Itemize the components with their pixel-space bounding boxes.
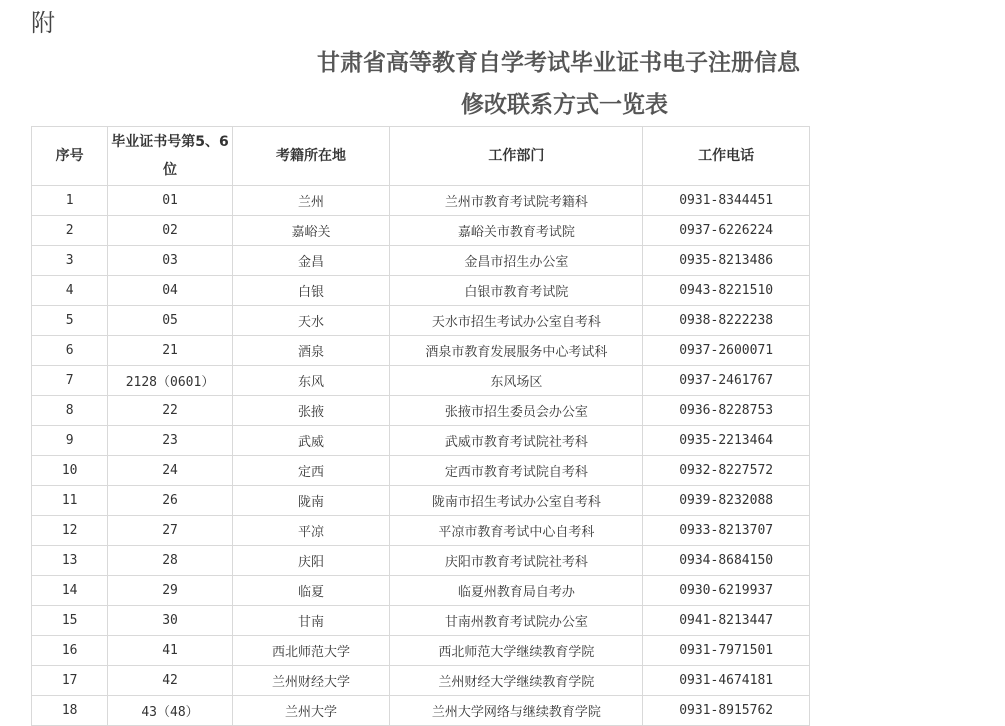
table-row [32,666,810,696]
contact-table [31,126,810,726]
row-index: 1 [32,186,108,216]
row-location: 西北师范大学 [232,636,390,666]
row-index: 11 [32,486,108,516]
row-phone: 0939-8232088 [643,486,810,516]
row-department: 天水市招生考试办公室自考科 [390,306,643,336]
row-department: 东风场区 [390,366,643,396]
row-cert-digits: 03 [108,246,232,276]
row-location: 兰州财经大学 [232,666,390,696]
row-index: 16 [32,636,108,666]
row-location: 陇南 [232,486,390,516]
row-cert-digits: 23 [108,426,232,456]
row-phone: 0934-8684150 [643,546,810,576]
table-body [32,186,810,726]
row-location: 兰州 [232,186,390,216]
row-cert-digits: 21 [108,336,232,366]
table-row [32,426,810,456]
row-department: 白银市教育考试院 [390,276,643,306]
row-department: 兰州大学网络与继续教育学院 [390,696,643,726]
row-index: 3 [32,246,108,276]
row-department: 嘉峪关市教育考试院 [390,216,643,246]
row-department: 陇南市招生考试办公室自考科 [390,486,643,516]
row-cert-digits: 22 [108,396,232,426]
row-index: 4 [32,276,108,306]
row-index: 12 [32,516,108,546]
row-cert-digits: 2128（0601） [108,366,232,396]
row-index: 13 [32,546,108,576]
row-cert-digits: 26 [108,486,232,516]
row-department: 庆阳市教育考试院社考科 [390,546,643,576]
row-phone: 0935-8213486 [643,246,810,276]
row-department: 兰州财经大学继续教育学院 [390,666,643,696]
row-location: 兰州大学 [232,696,390,726]
header-index: 序号 [32,127,108,186]
row-phone: 0938-8222238 [643,306,810,336]
row-location: 金昌 [232,246,390,276]
table-row [32,456,810,486]
row-index: 5 [32,306,108,336]
table-row [32,186,810,216]
row-department: 临夏州教育局自考办 [390,576,643,606]
row-location: 白银 [232,276,390,306]
row-location: 东风 [232,366,390,396]
row-index: 7 [32,366,108,396]
row-department: 西北师范大学继续教育学院 [390,636,643,666]
table-row [32,366,810,396]
header-phone: 工作电话 [643,127,810,186]
row-phone: 0941-8213447 [643,606,810,636]
table-row [32,246,810,276]
row-cert-digits: 27 [108,516,232,546]
row-department: 金昌市招生办公室 [390,246,643,276]
row-cert-digits: 42 [108,666,232,696]
row-cert-digits: 29 [108,576,232,606]
row-cert-digits: 28 [108,546,232,576]
row-department: 定西市教育考试院自考科 [390,456,643,486]
row-index: 9 [32,426,108,456]
row-location: 嘉峪关 [232,216,390,246]
appendix-label: 附 [31,9,55,37]
row-index: 2 [32,216,108,246]
row-department: 武威市教育考试院社考科 [390,426,643,456]
row-index: 10 [32,456,108,486]
row-location: 庆阳 [232,546,390,576]
row-cert-digits: 41 [108,636,232,666]
table-header-row [32,127,810,186]
table-row [32,576,810,606]
row-location: 天水 [232,306,390,336]
row-phone: 0937-6226224 [643,216,810,246]
table-row [32,336,810,366]
document-title-line-1: 甘肃省高等教育自学考试毕业证书电子注册信息 [317,49,800,76]
row-phone: 0943-8221510 [643,276,810,306]
row-location: 张掖 [232,396,390,426]
row-phone: 0932-8227572 [643,456,810,486]
table-row [32,696,810,726]
row-location: 平凉 [232,516,390,546]
row-phone: 0931-8915762 [643,696,810,726]
row-location: 甘南 [232,606,390,636]
row-department: 酒泉市教育发展服务中心考试科 [390,336,643,366]
row-phone: 0930-6219937 [643,576,810,606]
row-department: 兰州市教育考试院考籍科 [390,186,643,216]
table-row [32,546,810,576]
row-department: 平凉市教育考试中心自考科 [390,516,643,546]
table-row [32,396,810,426]
row-location: 定西 [232,456,390,486]
table-row [32,516,810,546]
row-index: 14 [32,576,108,606]
row-cert-digits: 04 [108,276,232,306]
row-department: 甘南州教育考试院办公室 [390,606,643,636]
row-phone: 0936-8228753 [643,396,810,426]
row-phone: 0935-2213464 [643,426,810,456]
row-phone: 0931-7971501 [643,636,810,666]
row-cert-digits: 01 [108,186,232,216]
row-index: 18 [32,696,108,726]
row-cert-digits: 30 [108,606,232,636]
table-row [32,486,810,516]
row-cert-digits: 02 [108,216,232,246]
row-department: 张掖市招生委员会办公室 [390,396,643,426]
row-cert-digits: 43（48） [108,696,232,726]
row-index: 8 [32,396,108,426]
table-row [32,276,810,306]
row-phone: 0937-2600071 [643,336,810,366]
row-index: 6 [32,336,108,366]
row-cert-digits: 05 [108,306,232,336]
row-index: 15 [32,606,108,636]
row-location: 武威 [232,426,390,456]
row-phone: 0931-8344451 [643,186,810,216]
header-location: 考籍所在地 [232,127,390,186]
header-cert-digits: 毕业证书号第5、6位 [108,127,232,186]
row-phone: 0931-4674181 [643,666,810,696]
row-phone: 0933-8213707 [643,516,810,546]
row-location: 酒泉 [232,336,390,366]
row-phone: 0937-2461767 [643,366,810,396]
header-department: 工作部门 [390,127,643,186]
table-row [32,636,810,666]
row-index: 17 [32,666,108,696]
table-row [32,306,810,336]
table-row [32,606,810,636]
row-location: 临夏 [232,576,390,606]
row-cert-digits: 24 [108,456,232,486]
document-title-line-2: 修改联系方式一览表 [461,91,668,118]
table-row [32,216,810,246]
